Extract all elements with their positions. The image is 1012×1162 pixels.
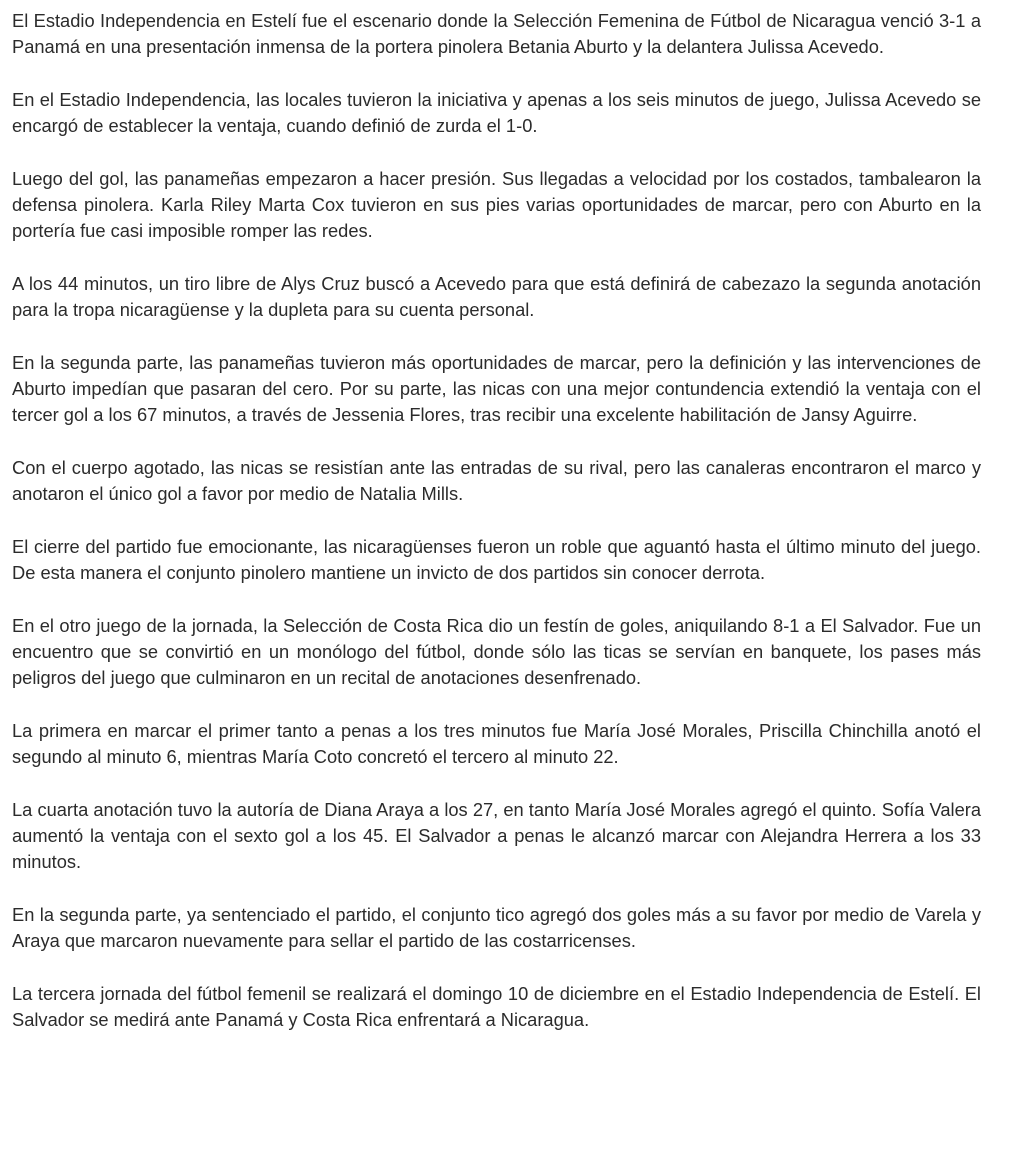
article-paragraph: La tercera jornada del fútbol femenil se realizará el domingo 10 de diciembre en el Estadio Independencia de Estelí. El Salvador se medirá ante Panamá y Costa Rica enfrentará a Nicaragua. (12, 983, 981, 1030)
article-paragraph: El cierre del partido fue emocionante, las nicaragüenses fueron un roble que aguantó hasta el último minuto del juego. De esta manera el conjunto pinolero mantiene un invicto de dos partidos sin conocer derrota. (12, 536, 981, 583)
article-paragraph: En la segunda parte, las panameñas tuvieron más oportunidades de marcar, pero la definición y las intervenciones de Aburto impedían que pasaran del cero. Por su parte, las nicas con una mejor contundencia extendió la ventaja con el tercer gol a los 67 minutos, a través de Jessenia Flores, tras recibir una excelente habilitación de Jansy Aguirre. (12, 352, 981, 425)
article-paragraph: La primera en marcar el primer tanto a penas a los tres minutos fue María José Morales, Priscilla Chinchilla anotó el segundo al minuto 6, mientras María Coto concretó el tercero al minuto 22. (12, 720, 981, 767)
article-paragraph: En la segunda parte, ya sentenciado el partido, el conjunto tico agregó dos goles más a su favor por medio de Varela y Araya que marcaron nuevamente para sellar el partido de las costarricenses. (12, 904, 981, 951)
article-paragraph: En el Estadio Independencia, las locales tuvieron la iniciativa y apenas a los seis minutos de juego, Julissa Acevedo se encargó de establecer la ventaja, cuando definió de zurda el 1-0. (12, 89, 981, 136)
article-paragraph: A los 44 minutos, un tiro libre de Alys Cruz buscó a Acevedo para que está definirá de cabezazo la segunda anotación para la tropa nicaragüense y la dupleta para su cuenta personal. (12, 273, 981, 320)
article-paragraph: El Estadio Independencia en Estelí fue el escenario donde la Selección Femenina de Fútbol de Nicaragua venció 3-1 a Panamá en una presentación inmensa de la portera pinolera Betania Aburto y la delantera Julissa Acevedo. (12, 10, 981, 57)
article-paragraph: Con el cuerpo agotado, las nicas se resistían ante las entradas de su rival, pero las canaleras encontraron el marco y anotaron el único gol a favor por medio de Natalia Mills. (12, 457, 981, 504)
article-paragraph: La cuarta anotación tuvo la autoría de Diana Araya a los 27, en tanto María José Morales agregó el quinto. Sofía Valera aumentó la ventaja con el sexto gol a los 45. El Salvador a penas le alcanzó marcar con Alejandra Herrera a los 33 minutos. (12, 799, 981, 872)
article-paragraph: Luego del gol, las panameñas empezaron a hacer presión. Sus llegadas a velocidad por los costados, tambalearon la defensa pinolera. Karla Riley Marta Cox tuvieron en sus pies varias oportunidades de marcar, pero con Aburto en la portería fue casi imposible romper las redes. (12, 168, 981, 241)
article-paragraph: En el otro juego de la jornada, la Selección de Costa Rica dio un festín de goles, aniquilando 8-1 a El Salvador. Fue un encuentro que se convirtió en un monólogo del fútbol, donde sólo las ticas se servían en banquete, los pases más peligros del juego que culminaron en un recital de anotaciones desenfrenado. (12, 615, 981, 688)
